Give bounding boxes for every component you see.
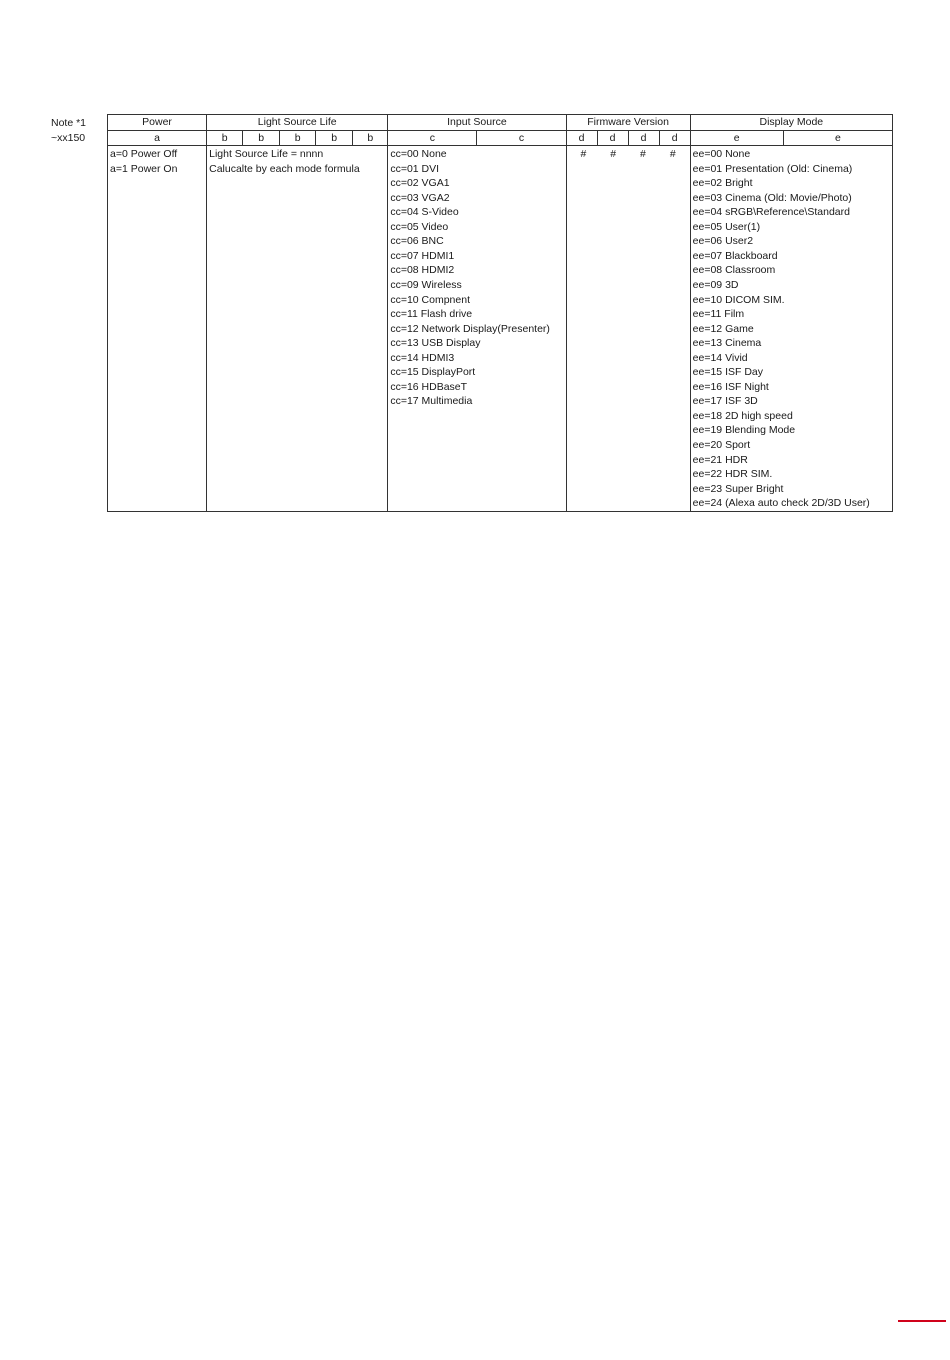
input-source-item: cc=17 Multimedia [390, 395, 473, 408]
display-mode-item: ee=16 ISF Night [692, 380, 769, 393]
subheader-cell: d [659, 130, 690, 146]
display-mode-item: ee=02 Bright [692, 177, 753, 190]
firmware-values [566, 146, 690, 512]
display-mode-item: ee=09 3D [692, 279, 739, 292]
input-source-item: cc=07 HDMI1 [390, 249, 455, 262]
display-mode-item: ee=01 Presentation (Old: Cinema) [692, 162, 853, 175]
firmware-digit: # [640, 148, 646, 161]
input-source-item: cc=08 HDMI2 [390, 264, 455, 277]
note-subtitle: ~xx150 [51, 132, 86, 144]
header-power: Power [108, 115, 207, 131]
subheader-cell: b [207, 130, 243, 146]
display-mode-values [690, 146, 892, 512]
subheader-cell: e [783, 130, 892, 146]
input-source-item: cc=16 HDBaseT [390, 380, 468, 393]
header-light-source-life: Light Source Life [207, 115, 388, 131]
display-mode-item: ee=07 Blackboard [692, 249, 778, 262]
subheader-cell: b [353, 130, 388, 146]
display-mode-item: ee=13 Cinema [692, 337, 762, 350]
subheader-cell: b [316, 130, 353, 146]
subheader-row [108, 130, 893, 146]
display-mode-item: ee=05 User(1) [692, 220, 761, 233]
input-source-item: cc=15 DisplayPort [390, 366, 476, 379]
input-source-item: cc=00 None [390, 148, 447, 161]
subheader-cell: e [690, 130, 783, 146]
display-mode-item: ee=19 Blending Mode [692, 424, 796, 437]
power-values [108, 146, 207, 512]
display-mode-item: ee=12 Game [692, 322, 754, 335]
light-source-values [207, 146, 388, 512]
display-mode-item: ee=06 User2 [692, 235, 754, 248]
page-corner-mark [898, 1320, 946, 1322]
values-row [108, 146, 893, 512]
display-mode-item: ee=00 None [692, 148, 751, 161]
light-source-item: Light Source Life = nnnn [209, 148, 324, 161]
subheader-cell: c [388, 130, 477, 146]
firmware-digit: # [669, 148, 676, 161]
subheader-cell: d [628, 130, 659, 146]
subheader-cell: d [597, 130, 628, 146]
display-mode-item: ee=04 sRGB\Reference\Standard [692, 206, 850, 219]
input-source-item: cc=06 BNC [390, 235, 444, 248]
subheader-cell: c [477, 130, 566, 146]
subheader-cell: b [243, 130, 280, 146]
power-code-item: a=1 Power On [110, 162, 178, 175]
display-mode-item: ee=18 2D high speed [692, 409, 793, 422]
input-source-item: cc=13 USB Display [390, 337, 481, 350]
status-code-table [107, 114, 893, 512]
input-source-item: cc=12 Network Display(Presenter) [390, 322, 550, 335]
note-title: Note *1 [51, 117, 87, 129]
input-source-item: cc=09 Wireless [390, 279, 462, 292]
input-source-item: cc=11 Flash drive [390, 308, 473, 321]
input-source-item: cc=03 VGA2 [390, 191, 450, 204]
header-display-mode: Display Mode [690, 115, 892, 131]
firmware-digit: # [580, 148, 587, 161]
display-mode-item: ee=20 Sport [692, 439, 751, 452]
subheader-cell: d [566, 130, 597, 146]
input-source-item: cc=02 VGA1 [390, 177, 450, 190]
input-source-item: cc=01 DVI [390, 162, 440, 175]
display-mode-item: ee=23 Super Bright [692, 482, 784, 495]
header-input-source: Input Source [388, 115, 566, 131]
input-source-item: cc=14 HDMI3 [390, 351, 455, 364]
display-mode-item: ee=21 HDR [692, 453, 748, 466]
power-code-item: a=0 Power Off [110, 148, 178, 161]
display-mode-item: ee=15 ISF Day [692, 366, 763, 379]
display-mode-item: ee=17 ISF 3D [692, 395, 758, 408]
subheader-cell: a [108, 130, 207, 146]
firmware-digit: # [610, 148, 617, 161]
input-source-item: cc=05 Video [390, 220, 449, 233]
display-mode-item: ee=08 Classroom [692, 264, 776, 277]
header-firmware-version: Firmware Version [566, 115, 690, 131]
display-mode-item: ee=11 Film [692, 308, 745, 321]
display-mode-item: ee=14 Vivid [692, 351, 748, 364]
display-mode-item: ee=24 (Alexa auto check 2D/3D User) [692, 497, 870, 510]
display-mode-item: ee=10 DICOM SIM. [692, 293, 785, 306]
input-source-item: cc=04 S-Video [390, 206, 459, 219]
subheader-cell: b [280, 130, 316, 146]
light-source-item: Calucalte by each mode formula [209, 162, 360, 175]
header-row [108, 115, 893, 131]
input-source-item: cc=10 Compnent [390, 293, 470, 306]
display-mode-item: ee=03 Cinema (Old: Movie/Photo) [692, 191, 852, 204]
input-source-values [388, 146, 566, 512]
display-mode-item: ee=22 HDR SIM. [692, 468, 773, 481]
